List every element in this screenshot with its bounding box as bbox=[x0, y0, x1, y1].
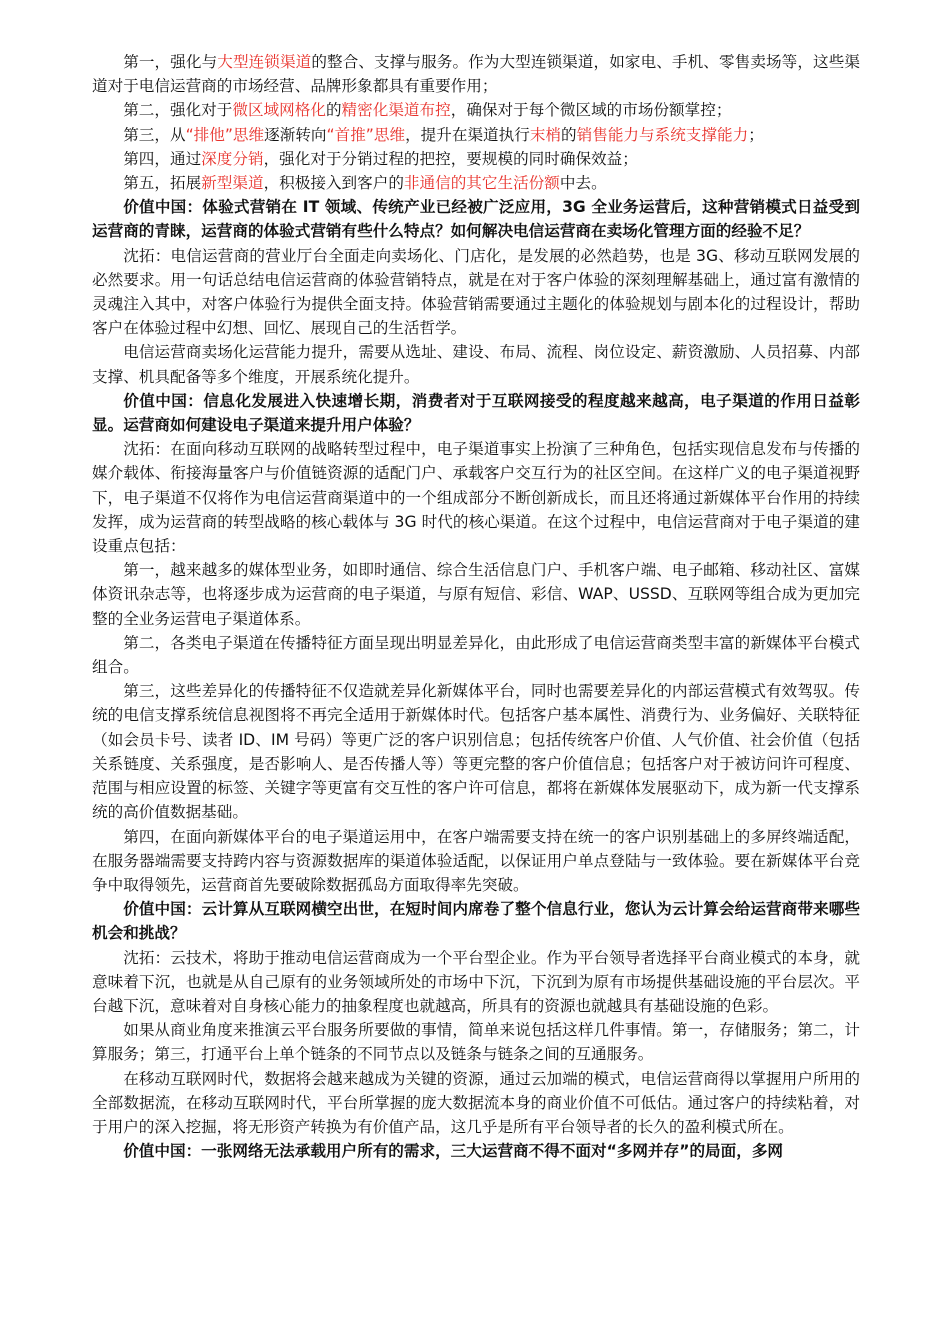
body-paragraph bbox=[92, 171, 860, 195]
text-run: 电信运营商卖场化运营能力提升，需要从选址、建设、布局、流程、岗位设定、薪资激励、人员招募、内部支撑、机具配备等多个维度，开展系统化提升。 bbox=[92, 343, 860, 386]
text-run: 第五，拓展 bbox=[123, 174, 202, 193]
text-run: 第二，各类电子渠道在传播特征方面呈现出明显差异化，由此形成了电信运营商类型丰富的新媒体平台模式组合。 bbox=[92, 633, 860, 677]
text-run: ； bbox=[748, 125, 764, 144]
body-paragraph bbox=[92, 679, 860, 824]
highlighted-text: 销售能力与系统支撑能力 bbox=[576, 125, 749, 144]
body-paragraph bbox=[92, 558, 860, 631]
text-run: 第四，在面向新媒体平台的电子渠道运用中，在客户端需要支持在统一的客户识别基础上的多屏终端适配，在服务器端需要支持跨内容与资源数据库的渠道体验适配，以保证用户单点登陆与一致体验。要在新媒体平台竞争中取得领先，运营商首先要破除数据孤岛方面取得率先突破。 bbox=[92, 827, 860, 894]
text-run: 价值中国：一张网络无法承载用户所有的需求，三大运营商不得不面对“多网并存”的局面，多网 bbox=[123, 1142, 784, 1161]
question-paragraph bbox=[92, 897, 860, 945]
text-run: 中去。 bbox=[559, 174, 607, 193]
body-paragraph bbox=[92, 50, 860, 98]
question-paragraph bbox=[92, 195, 860, 243]
highlighted-text: “排他”思维 bbox=[185, 125, 265, 144]
text-run: 沈拓：电信运营商的营业厅台全面走向卖场化、门店化，是发展的必然趋势，也是 3G、移动互联网发展的必然要求。用一句话总结电信运营商的体验营销特点，就是在对于客户体验的深刻理解基础上，通过富有激情的灵魂注入其中，对客户体验行为提供全面支持。体验营销需要通过主题化的体验规划与剧本化的过程设计，帮助客户在体验过程中幻想、回忆、展现自己的生活哲学。 bbox=[92, 246, 860, 338]
highlighted-text: 深度分销 bbox=[201, 149, 264, 168]
text-run: 的 bbox=[325, 101, 342, 120]
text-run: 如果从商业角度来推演云平台服务所要做的事情，简单来说包括这样几件事情。第一，存储服务；第二，计算服务；第三，打通平台上单个链条的不同节点以及链条与链条之间的互通服务。 bbox=[92, 1021, 860, 1064]
question-paragraph bbox=[92, 389, 860, 437]
body-paragraph bbox=[92, 147, 860, 171]
highlighted-text: 末梢 bbox=[529, 125, 562, 144]
text-run: 沈拓：在面向移动互联网的战略转型过程中，电子渠道事实上扮演了三种角色，包括实现信息发布与传播的媒介载体、衔接海量客户与价值链资源的适配门户、承载客户交互行为的社区空间。在这样广义的电子渠道视野下，电子渠道不仅将作为电信运营商渠道中的一个组成部分不断创新成长，而且还将通过新媒体平台作用的持续发挥，成为运营商的转型战略的核心载体与 3G 时代的核心渠道。在这个过程中，电信运营商对于电子渠道的建设重点包括： bbox=[92, 440, 860, 556]
highlighted-text: “首推”思维 bbox=[326, 125, 406, 144]
text-run: ，积极接入到客户的 bbox=[263, 174, 404, 193]
text-run: 价值中国：信息化发展进入快速增长期，消费者对于互联网接受的程度越来越高，电子渠道的作用日益彰显。运营商如何建设电子渠道来提升用户体验？ bbox=[92, 391, 860, 435]
text-run: ，强化对于分销过程的把控，要规模的同时确保效益； bbox=[263, 149, 638, 168]
text-run: 的整合、支撑与服务。作为大型连锁渠道，如家电、手机、零售卖场等，这些渠道对于电信运营商的市场经营、品牌形象都具有重要作用； bbox=[92, 53, 860, 96]
highlighted-text: 大型连锁渠道 bbox=[217, 53, 312, 71]
body-paragraph bbox=[92, 1018, 860, 1066]
body-paragraph bbox=[92, 1067, 860, 1140]
text-run: 价值中国：云计算从互联网横空出世，在短时间内席卷了整个信息行业，您认为云计算会给运营商带来哪些机会和挑战？ bbox=[92, 900, 860, 943]
document-page bbox=[92, 50, 860, 1163]
text-run: 第三，这些差异化的传播特征不仅造就差异化新媒体平台，同时也需要差异化的内部运营模式有效驾驭。传统的电信支撑系统信息视图将不再完全适用于新媒体时代。包括客户基本属性、消费行为、业务偏好、关联特征（如会员卡号、读者 ID、IM 号码）等更广泛的客户识别信息；包括传统客户价值、人气价值、社会价值（包括关系链度、关系强度，是否影响人、是否传播人等）等更完整的客户价值信息；包括客户对于被访问许可程度、范围与相应设置的标签、关键字等更富有交互性的客户许可信息，都将在新媒体发展驱动下，成为新一代支撑系统的高价值数据基础。 bbox=[92, 682, 860, 822]
highlighted-text: 新型渠道 bbox=[201, 174, 264, 193]
text-run: 沈拓：云技术，将助于推动电信运营商成为一个平台型企业。作为平台领导者选择平台商业模式的本身，就意味着下沉，也就是从自己原有的业务领域所处的市场中下沉，下沉到为原有市场提供基础设施的平台层次。平台越下沉，意味着对自身核心能力的抽象程度也就越高，所具有的资源也就越具有基础设施的色彩。 bbox=[92, 948, 860, 1015]
text-run: 第四，通过 bbox=[123, 149, 202, 168]
highlighted-text: 微区域网格化 bbox=[232, 101, 326, 120]
body-paragraph bbox=[92, 946, 860, 1019]
text-run: 在移动互联网时代，数据将会越来越成为关键的资源，通过云加端的模式，电信运营商得以掌握用户所用的全部数据流，在移动互联网时代，平台所掌握的庞大数据流本身的商业价值不可低估。通过客户的持续粘着，对于用户的深入挖掘，将无形资产转换为有价值产品，这几乎是所有平台领导者的长久的盈利模式所在。 bbox=[92, 1069, 860, 1136]
body-paragraph bbox=[92, 123, 860, 147]
body-paragraph bbox=[92, 437, 860, 558]
body-paragraph bbox=[92, 244, 860, 341]
text-run: 第一，强化与 bbox=[123, 53, 218, 71]
text-run: 逐渐转向 bbox=[264, 125, 327, 144]
highlighted-text: 非通信的其它生活份额 bbox=[403, 174, 560, 193]
body-paragraph bbox=[92, 631, 860, 679]
text-run: 第三，从 bbox=[123, 125, 186, 144]
body-paragraph bbox=[92, 825, 860, 898]
highlighted-text: 精密化渠道布控 bbox=[341, 101, 451, 120]
text-run: 价值中国：体验式营销在 IT 领域、传统产业已经被广泛应用，3G 全业务运营后，这种营销模式日益受到运营商的青睐，运营商的体验式营销有些什么特点？如何解决电信运营商在卖场化管理方面的经验不足？ bbox=[92, 198, 860, 241]
body-paragraph bbox=[92, 98, 860, 122]
question-paragraph bbox=[92, 1139, 860, 1163]
text-run: 第一，越来越多的媒体型业务，如即时通信、综合生活信息门户、手机客户端、电子邮箱、移动社区、富媒体资讯杂志等，也将逐步成为运营商的电子渠道，与原有短信、彩信、WAP、USSD、互联网等组合成为更加完整的全业务运营电子渠道体系。 bbox=[92, 561, 860, 628]
body-paragraph bbox=[92, 340, 860, 388]
text-run: 第二，强化对于 bbox=[123, 101, 233, 120]
text-run: ，提升在渠道执行 bbox=[405, 125, 530, 144]
text-run: ，确保对于每个微区域的市场份额掌控； bbox=[450, 101, 732, 120]
text-run: 的 bbox=[561, 125, 577, 144]
